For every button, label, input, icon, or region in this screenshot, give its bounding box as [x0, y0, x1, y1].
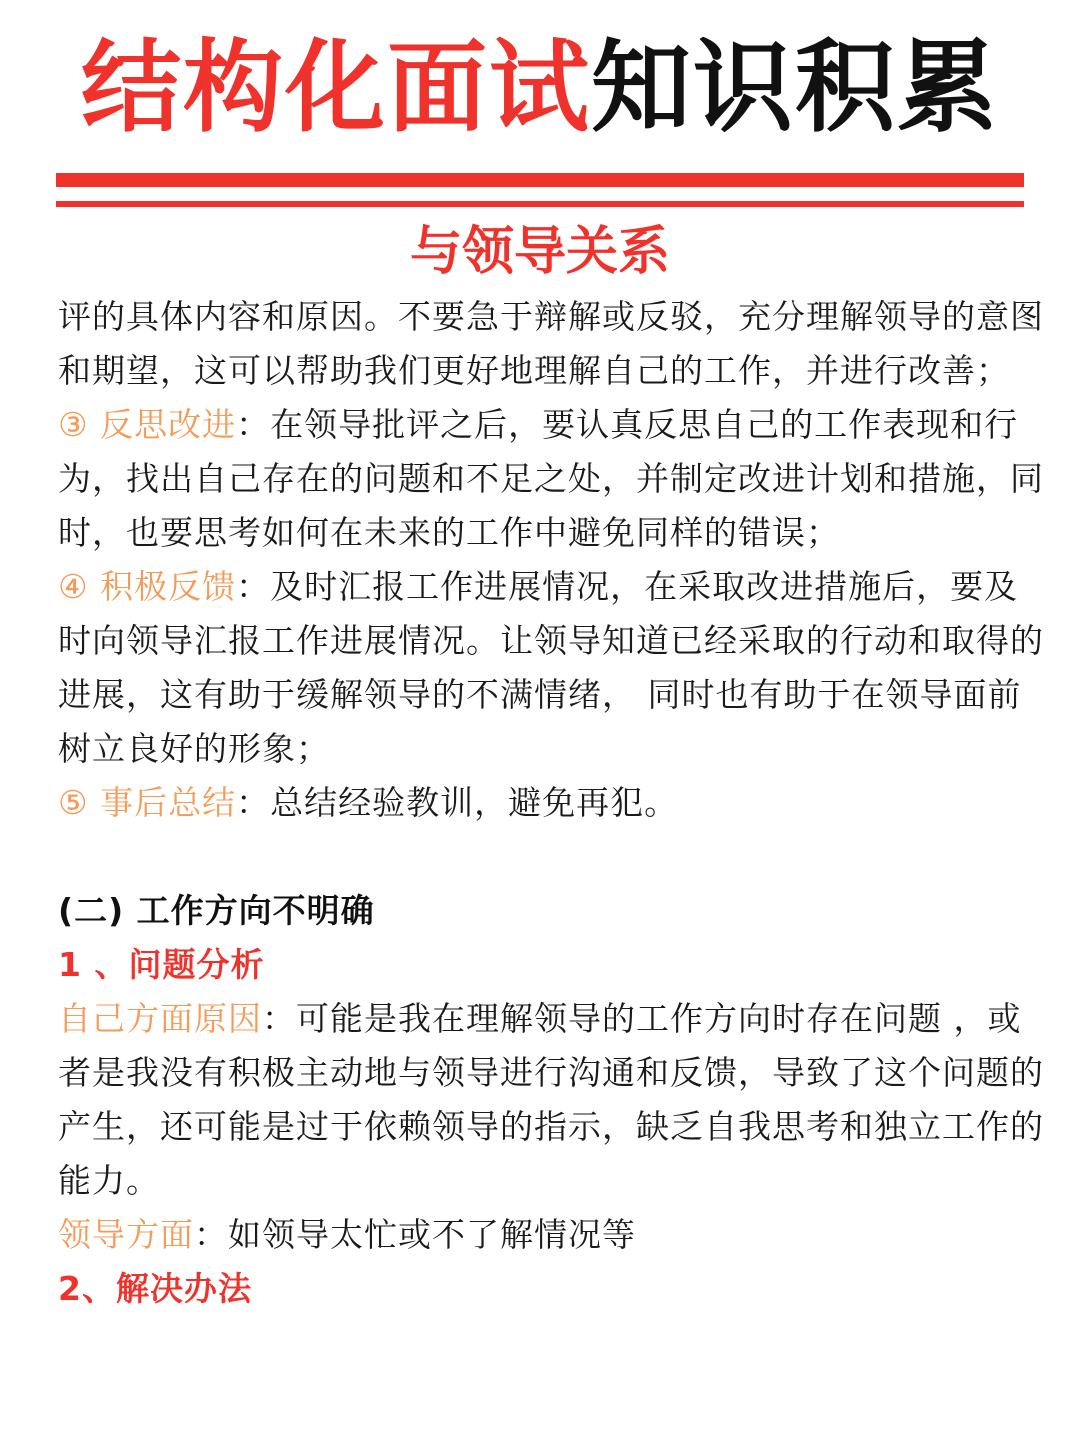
article-body — [58, 290, 1048, 1316]
divider-thin — [56, 201, 1024, 207]
item-label: ③ 反思改进 — [58, 405, 237, 444]
page-title — [0, 28, 1080, 148]
list-item-5 — [58, 776, 1048, 830]
item-label: 自己方面原因 — [58, 999, 262, 1038]
item-text: ：总结经验教训，避免再犯。 — [236, 783, 679, 822]
item-label: ④ 积极反馈 — [58, 567, 237, 606]
item-text: ：在领导批评之后，要认真反思自己的工作表现和行为，找出自己存在的问题和不足之处，并制定改进计划和措施，同时，也要思考如何在未来的工作中避免同样的错误； — [58, 405, 1044, 552]
item-label: ⑤ 事后总结 — [58, 783, 237, 822]
self-reason-paragraph — [58, 992, 1048, 1208]
item-text: ：如领导太忙或不了解情况等 — [194, 1215, 636, 1254]
title-black-part: 知识积累 — [591, 29, 999, 146]
divider-thick — [56, 173, 1024, 187]
page-subtitle: 与领导关系 — [409, 222, 670, 282]
item-text: ：可能是我在理解领导的工作方向时存在问题 ，或者是我没有积极主动地与领导进行沟通和反馈，导致了这个问题的产生，还可能是过于依赖领导的指示，缺乏自我思考和独立工作的能力。 — [58, 999, 1044, 1200]
paragraph-continuation: 评的具体内容和原因。不要急于辩解或反驳，充分理解领导的意图和期望，这可以帮助我们更好地理解自己的工作，并进行改善； — [58, 297, 1044, 390]
list-item-3 — [58, 398, 1048, 560]
leader-reason-paragraph — [58, 1208, 1048, 1262]
list-item-4 — [58, 560, 1048, 776]
spacer — [58, 830, 1048, 884]
item-text: ：及时汇报工作进展情况，在采取改进措施后，要及时向领导汇报工作进展情况。让领导知道已经采取的行动和取得的进展，这有助于缓解领导的不满情绪， 同时也有助于在领导面前树立良好的形象； — [58, 567, 1044, 768]
item-label: 领导方面 — [58, 1215, 194, 1254]
title-red-part: 结构化面试 — [81, 29, 591, 146]
subsection-heading-analysis: 1 、问题分析 — [58, 945, 265, 984]
subsection-heading-solution: 2、解决办法 — [58, 1269, 252, 1308]
section-heading: (二) 工作方向不明确 — [58, 891, 375, 930]
